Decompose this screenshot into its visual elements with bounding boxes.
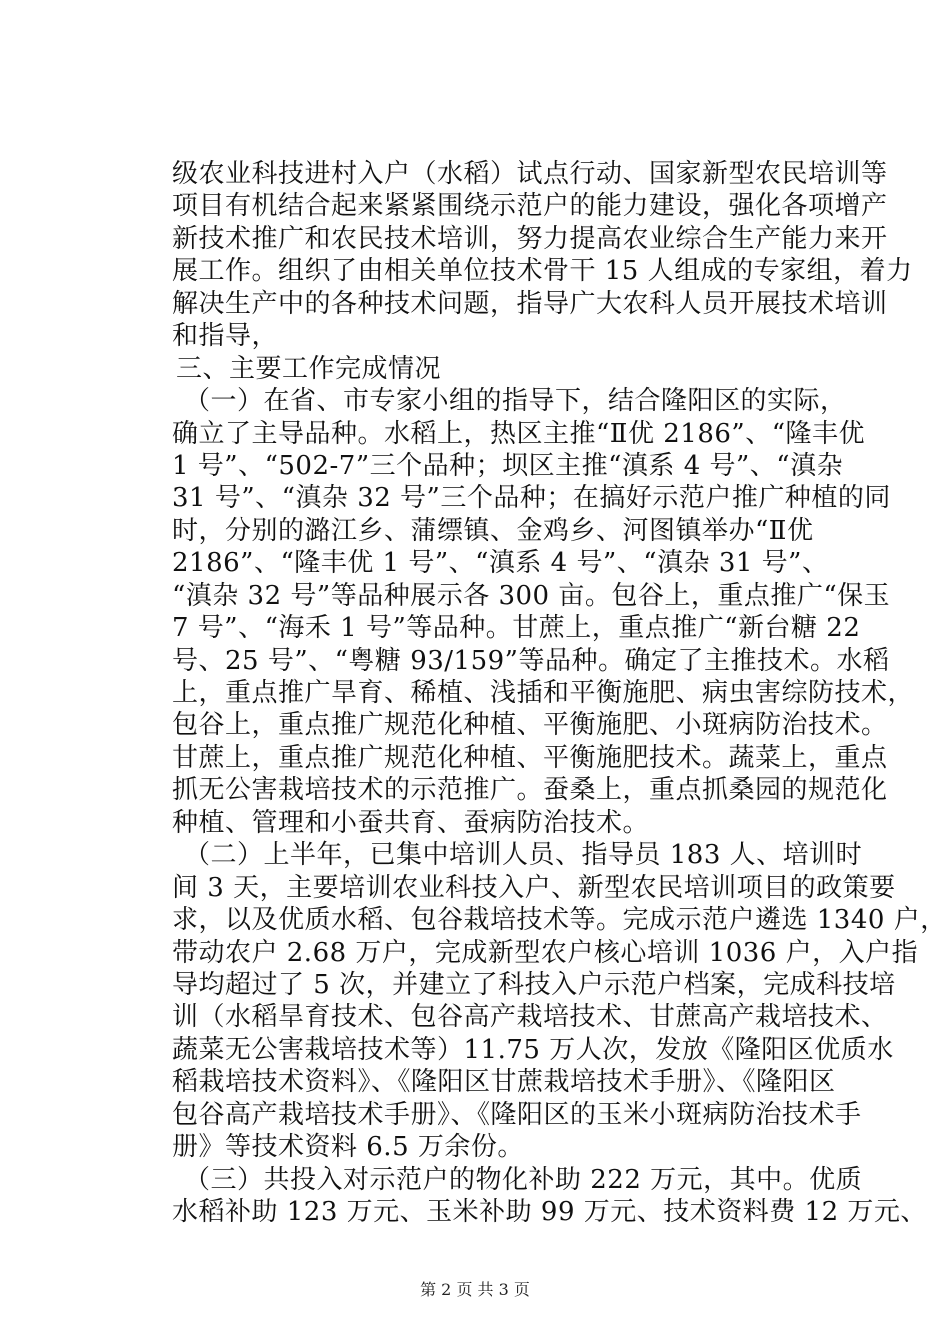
text-line: （一）在省、市专家小组的指导下，结合隆阳区的实际， (184, 386, 847, 416)
text-line: 水稻补助 123 万元、玉米补助 99 万元、技术资料费 12 万元、 (172, 1197, 927, 1227)
text-line: 号、25 号”、“粤糖 93/159”等品种。确定了主推技术。水稻 (172, 646, 890, 676)
text-line: 和指导， (172, 321, 279, 351)
text-line: 册》等技术资料 6.5 万余份。 (172, 1132, 524, 1162)
text-line: 间 3 天，主要培训农业科技入户、新型农民培训项目的政策要 (172, 873, 896, 903)
text-line: （三）共投入对示范户的物化补助 222 万元，其中。优质 (184, 1165, 863, 1195)
text-line: 导均超过了 5 次，并建立了科技入户示范户档案，完成科技培 (172, 970, 896, 1000)
text-line: 训（水稻旱育技术、包谷高产栽培技术、甘蔗高产栽培技术、 (172, 1002, 888, 1032)
text-line: 上，重点推广旱育、稀植、浅插和平衡施肥、病虫害综防技术， (172, 678, 915, 708)
text-line: 时，分别的潞江乡、蒲缥镇、金鸡乡、河图镇举办“Ⅱ优 (172, 516, 814, 546)
text-line: 蔬菜无公害栽培技术等）11.75 万人次，发放《隆阳区优质水 (172, 1035, 894, 1065)
text-line: 7 号”、“海禾 1 号”等品种。甘蔗上，重点推广“新台糖 22 (172, 613, 861, 643)
text-line: 1 号”、“502-7”三个品种；坝区主推“滇系 4 号”、“滇杂 (172, 451, 844, 481)
text-line: 稻栽培技术资料》、《隆阳区甘蔗栽培技术手册》、《隆阳区 (172, 1067, 836, 1097)
text-line: 包谷高产栽培技术手册》、《隆阳区的玉米小斑病防治技术手 (172, 1100, 862, 1130)
text-line: “滇杂 32 号”等品种展示各 300 亩。包谷上，重点推广“保玉 (172, 581, 891, 611)
text-line: 展工作。组织了由相关单位技术骨干 15 人组成的专家组，着力 (172, 256, 913, 286)
text-line: （二）上半年，已集中培训人员、指导员 183 人、培训时 (184, 840, 863, 870)
text-line: 种植、管理和小蚕共育、蚕病防治技术。 (172, 808, 650, 838)
text-line: 甘蔗上，重点推广规范化种植、平衡施肥技术。蔬菜上，重点 (172, 743, 888, 773)
text-line: 新技术推广和农民技术培训，努力提高农业综合生产能力来开 (172, 224, 888, 254)
text-line: 2186”、“隆丰优 1 号”、“滇系 4 号”、“滇杂 31 号”、 (172, 548, 829, 578)
text-line: 包谷上，重点推广规范化种植、平衡施肥、小斑病防治技术。 (172, 710, 888, 740)
text-line: 31 号”、“滇杂 32 号”三个品种；在搞好示范户推广种植的同 (172, 483, 891, 513)
text-line: 解决生产中的各种技术问题，指导广大农科人员开展技术培训 (172, 289, 888, 319)
page-footer: 第 2 页 共 3 页 (420, 1280, 530, 1299)
section-heading: 三、主要工作完成情况 (176, 354, 442, 384)
text-line: 求，以及优质水稻、包谷栽培技术等。完成示范户遴选 1340 户， (172, 905, 947, 935)
text-line: 项目有机结合起来紧紧围绕示范户的能力建设，强化各项增产 (172, 191, 888, 221)
text-line: 抓无公害栽培技术的示范推广。蚕桑上，重点抓桑园的规范化 (172, 775, 888, 805)
text-line: 确立了主导品种。水稻上，热区主推“Ⅱ优 2186”、“隆丰优 (172, 419, 865, 449)
text-line: 级农业科技进村入户（水稻）试点行动、国家新型农民培训等 (172, 159, 888, 189)
text-line: 带动农户 2.68 万户，完成新型农户核心培训 1036 户，入户指 (172, 938, 919, 968)
